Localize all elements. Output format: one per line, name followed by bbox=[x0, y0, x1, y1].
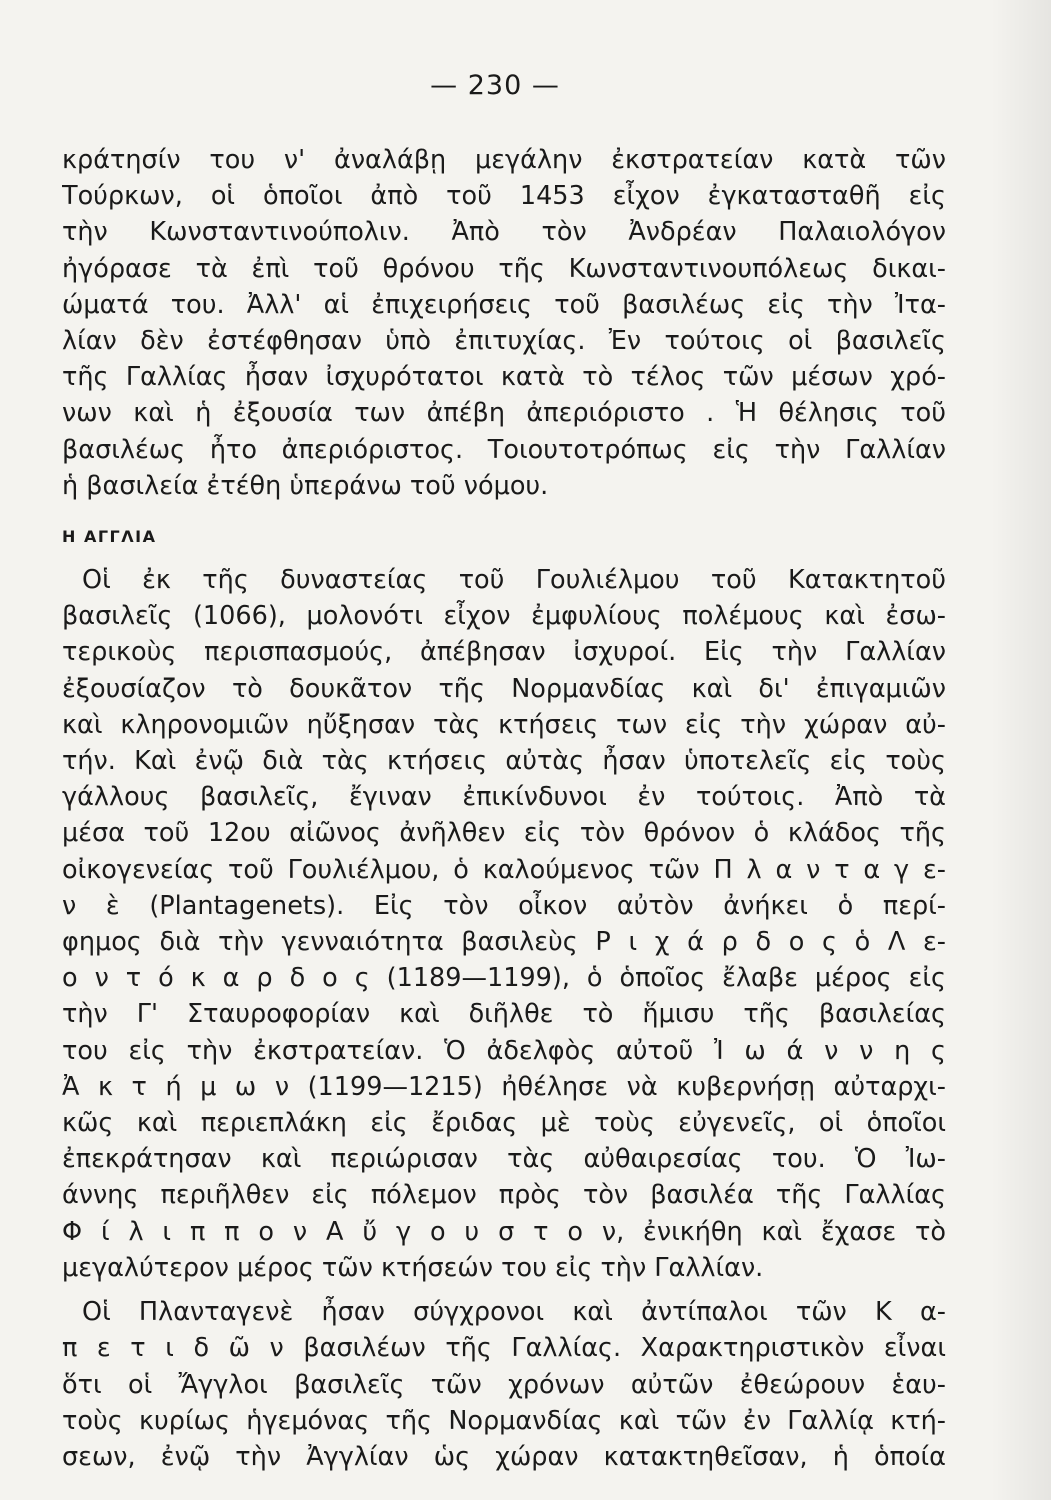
text-line: καὶ κληρονομιῶν ηὔξησαν τὰς κτήσεις των εἰς τὴν χώραν αὐ- bbox=[62, 709, 946, 740]
text-line: ο ν τ ό κ α ρ δ ο ς (1189—1199), ὁ ὁποῖος ἔλαβε μέρος εἰς bbox=[62, 963, 946, 994]
text-line: Οἱ Πλανταγενὲ ἦσαν σύγχρονοι καὶ ἀντίπαλοι τῶν Κ α- bbox=[82, 1297, 946, 1328]
text-line: λίαν δὲν ἐστέφθησαν ὑπὸ ἐπιτυχίας. Ἐν τούτοις οἱ βασιλεῖς bbox=[62, 326, 946, 357]
text-line: τῆς Γαλλίας ἦσαν ἰσχυρότατοι κατὰ τὸ τέλος τῶν μέσων χρό- bbox=[62, 362, 946, 393]
text-line: τερικοὺς περισπασμούς, ἀπέβησαν ἰσχυροί. Εἰς τὴν Γαλλίαν bbox=[62, 637, 946, 668]
text-line: ώματά του. Ἀλλ' αἱ ἐπιχειρήσεις τοῦ βασιλέως εἰς τὴν Ἰτα- bbox=[62, 289, 946, 320]
text-line: μεγαλύτερον μέρος τῶν κτήσεών του εἰς τὴν Γαλλίαν. bbox=[62, 1252, 764, 1283]
text-line: τήν. Καὶ ἐνῷ διὰ τὰς κτήσεις αὐτὰς ἦσαν ὑποτελεῖς εἰς τοὺς bbox=[62, 746, 946, 777]
text-line: Φ ί λ ι π π ο ν Α ὔ γ ο υ σ τ ο ν, ἐνικήθη καὶ ἔχασε τὸ bbox=[62, 1216, 946, 1247]
text-line: τοὺς κυρίως ἡγεμόνας τῆς Νορμανδίας καὶ τῶν ἐν Γαλλίᾳ κτή- bbox=[62, 1405, 946, 1436]
paragraph-gap bbox=[62, 1286, 946, 1294]
text-line: βασιλέως ἦτο ἀπεριόριστος. Τοιουτοτρόπως εἰς τὴν Γαλλίαν bbox=[62, 434, 946, 465]
text-line: Τούρκων, οἱ ὁποῖοι ἀπὸ τοῦ 1453 εἶχον ἐγκατασταθῆ εἰς bbox=[62, 181, 946, 212]
text-line: μέσα τοῦ 12ου αἰῶνος ἀνῆλθεν εἰς τὸν θρόνον ὁ κλάδος τῆς bbox=[62, 818, 946, 849]
text-line: ἐξουσίαζον τὸ δουκᾶτον τῆς Νορμανδίας καὶ δι' ἐπιγαμιῶν bbox=[62, 673, 946, 704]
section-heading: Η ΑΓΓΛΙΑ bbox=[62, 527, 157, 547]
text-line: κῶς καὶ περιεπλάκη εἰς ἔριδας μὲ τοὺς εὐγενεῖς, οἱ ὁποῖοι bbox=[62, 1108, 946, 1139]
text-line: ἡ βασιλεία ἐτέθη ὑπεράνω τοῦ νόμου. bbox=[62, 470, 549, 501]
text-line: οἰκογενείας τοῦ Γουλιέλμου, ὁ καλούμενος τῶν Π λ α ν τ α γ ε- bbox=[62, 854, 946, 885]
paragraph-1 bbox=[62, 142, 946, 504]
text-line: γάλλους βασιλεῖς, ἔγιναν ἐπικίνδυνοι ἐν τούτοις. Ἀπὸ τὰ bbox=[62, 782, 946, 813]
text-line: ἐπεκράτησαν καὶ περιώρισαν τὰς αὐθαιρεσίας του. Ὁ Ἰω- bbox=[62, 1144, 946, 1175]
text-line: ν ὲ (Plantagenets). Εἰς τὸν οἶκον αὐτὸν ἀνήκει ὁ περί- bbox=[62, 890, 946, 921]
text-line: νων καὶ ἡ ἐξουσία των ἀπέβη ἀπεριόριστο . Ἡ θέλησις τοῦ bbox=[62, 398, 946, 429]
text-line: τὴν Κωνσταντινούπολιν. Ἀπὸ τὸν Ἀνδρέαν Παλαιολόγον bbox=[62, 217, 946, 248]
text-line: Οἱ ἐκ τῆς δυναστείας τοῦ Γουλιέλμου τοῦ Κατακτητοῦ bbox=[82, 565, 946, 596]
text-line: ὅτι οἱ Ἄγγλοι βασιλεῖς τῶν χρόνων αὐτῶν ἐθεώρουν ἑαυ- bbox=[62, 1369, 946, 1400]
page-edge-shadow bbox=[991, 0, 1051, 1500]
text-line: βασιλεῖς (1066), μολονότι εἶχον ἐμφυλίους πολέμους καὶ ἐσω- bbox=[62, 601, 946, 632]
text-line: φημος διὰ τὴν γενναιότητα βασιλεὺς Ρ ι χ ά ρ δ ο ς ὁ Λ ε- bbox=[62, 927, 946, 958]
text-line: ἠγόρασε τὰ ἐπὶ τοῦ θρόνου τῆς Κωνσταντινουπόλεως δικαι- bbox=[62, 253, 946, 284]
text-line: άννης περιῆλθεν εἰς πόλεμον πρὸς τὸν βασιλέα τῆς Γαλλίας bbox=[62, 1180, 946, 1211]
text-line: π ε τ ι δ ῶ ν βασιλέων τῆς Γαλλίας. Χαρακτηριστικὸν εἶναι bbox=[62, 1333, 946, 1364]
text-line: σεων, ἐνῷ τὴν Ἀγγλίαν ὡς χώραν κατακτηθεῖσαν, ἡ ὁποία bbox=[62, 1441, 946, 1472]
text-line: του εἰς τὴν ἐκστρατείαν. Ὁ ἀδελφὸς αὐτοῦ Ἰ ω ά ν ν η ς bbox=[62, 1035, 946, 1066]
text-line: Ἀ κ τ ή μ ω ν (1199—1215) ἠθέλησε νὰ κυβερνήσῃ αὐταρχι- bbox=[62, 1071, 946, 1102]
paragraph-3 bbox=[62, 1294, 946, 1475]
body-text bbox=[62, 142, 946, 1475]
page-number: — 230 — bbox=[430, 70, 560, 101]
text-line: κράτησίν του ν' ἀναλάβῃ μεγάλην ἐκστρατείαν κατὰ τῶν bbox=[62, 145, 946, 175]
text-line: τὴν Γ' Σταυροφορίαν καὶ διῆλθε τὸ ἥμισυ τῆς βασιλείας bbox=[62, 999, 946, 1030]
paragraph-2 bbox=[62, 562, 946, 1286]
